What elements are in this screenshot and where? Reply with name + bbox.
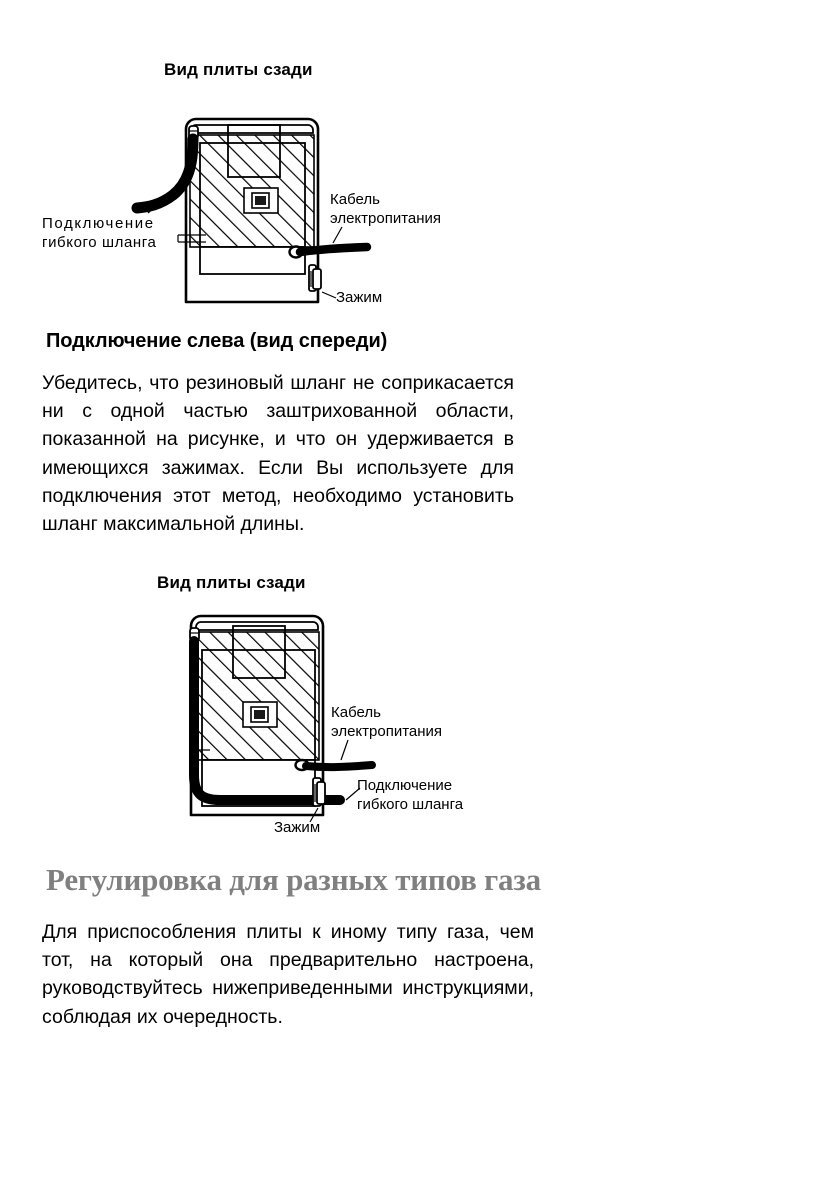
- figure-top-label-power-cable-line1: Кабель: [330, 191, 380, 208]
- figure-bottom-label-hose-connection-line2: гибкого шланга: [357, 796, 464, 813]
- leader-power-cable: [341, 740, 348, 760]
- figure-bottom-label-power-cable-line2: электропитания: [331, 723, 443, 740]
- paragraph-gas-adjustment: [42, 918, 534, 1031]
- paragraph-left-connection-text: Убедитесь, что резиновый шланг не соприкасается ни с одной частью заштрихованной области, показанной на рисунке, и что он удерживается в имеющихся зажимах. Если Вы используете для подключения этот метод, необходимо установить шланг максимальной длины.: [42, 372, 514, 536]
- paragraph-left-connection: [42, 369, 514, 538]
- leader-clamp: [322, 292, 336, 298]
- figure-top-label-power-cable-line2: электропитания: [330, 210, 442, 227]
- figure-bottom-label-power-cable: [331, 703, 442, 741]
- heading-gas-adjustment: Регулировка для разных типов газа: [46, 862, 541, 897]
- figure-bottom-label-clamp: Зажим: [274, 819, 321, 836]
- power-cable: [290, 247, 368, 258]
- leader-power-cable: [333, 227, 342, 243]
- cable-clamp: [309, 265, 321, 291]
- power-cable: [296, 760, 373, 770]
- heading-left-connection: Подключение слева (вид спереди): [46, 330, 388, 352]
- figure-bottom-label-power-cable-line1: Кабель: [331, 704, 381, 721]
- figure-bottom-label-hose-connection: [357, 776, 463, 814]
- figure-top-label-hose-connection-line2: гибкого шланга: [42, 234, 157, 251]
- figure-top-label-clamp: Зажим: [336, 289, 383, 306]
- hose-clamp: [313, 778, 325, 806]
- figure-top-title: Вид плиты сзади: [164, 60, 313, 79]
- figure-top-label-hose-connection-line1: Подключение: [42, 215, 155, 232]
- paragraph-gas-adjustment-text: Для приспособления плиты к иному типу газа, чем тот, на который она предварительно настроена, руководствуйтесь нижеприведенными инструкциями, соблюдая их очередность.: [42, 921, 534, 1028]
- figure-top-label-power-cable: [330, 190, 441, 228]
- terminal-block-icon: [244, 188, 278, 213]
- figure-bottom-label-hose-connection-line1: Подключение: [357, 777, 453, 794]
- figure-top-label-hose-connection: [42, 214, 156, 252]
- hatched-restricted-area: [195, 632, 319, 760]
- terminal-block-icon: [243, 702, 277, 727]
- figure-bottom-title: Вид плиты сзади: [157, 573, 306, 592]
- flexible-gas-hose: [137, 139, 193, 208]
